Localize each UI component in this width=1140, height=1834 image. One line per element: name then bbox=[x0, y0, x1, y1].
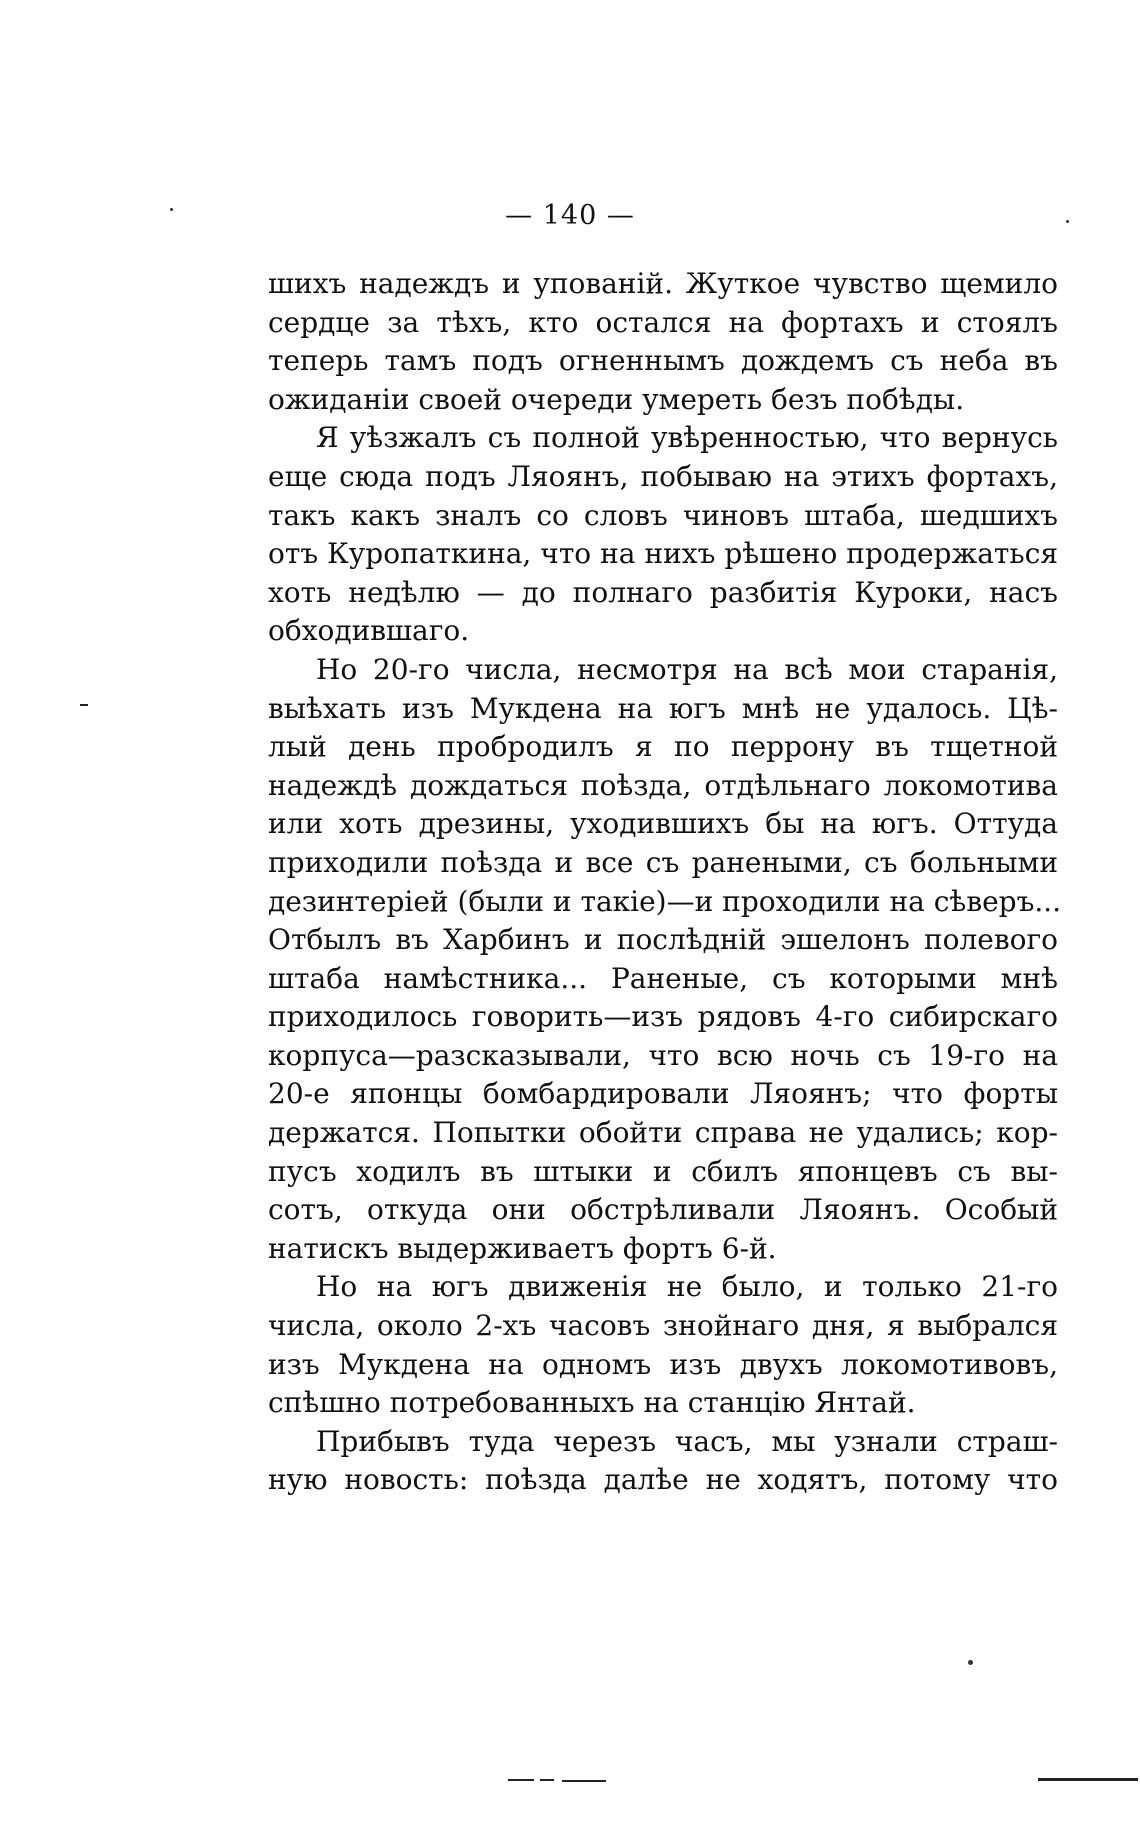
text-line: штаба намѣстника... Раненые, съ которыми мнѣ bbox=[268, 961, 1058, 995]
paragraph-first-line: Прибывъ туда черезъ часъ, мы узнали страш- bbox=[316, 1424, 1058, 1458]
text-line: хоть недѣлю — до полнаго разбитія Куроки, насъ bbox=[268, 575, 1058, 609]
text-line: теперь тамъ подъ огненнымъ дождемъ съ неба въ bbox=[268, 344, 1058, 378]
text-line: корпуса—разсказывали, что всю ночь съ 19-го на bbox=[268, 1038, 1058, 1072]
scan-speck bbox=[170, 208, 173, 211]
scan-mark bbox=[80, 704, 88, 706]
text-line: натискъ выдерживаетъ фортъ 6-й. bbox=[268, 1231, 777, 1265]
text-line: Отбылъ въ Харбинъ и послѣдній эшелонъ полевого bbox=[268, 923, 1058, 957]
paragraph-first-line: Но 20-го числа, несмотря на всѣ мои старанія, bbox=[316, 652, 1058, 686]
text-line: еще сюда подъ Ляоянъ, побываю на этихъ фортахъ, bbox=[268, 459, 1058, 493]
text-line: изъ Мукдена на одномъ изъ двухъ локомотивовъ, bbox=[268, 1347, 1058, 1381]
text-line: дезинтеріей (были и такіе)—и проходили на сѣверъ... bbox=[268, 884, 1062, 918]
scan-speck bbox=[1066, 220, 1069, 223]
page-number: — 140 — bbox=[505, 200, 635, 231]
text-line: 20-е японцы бомбардировали Ляоянъ; что форты bbox=[268, 1077, 1058, 1111]
text-line: отъ Куропаткина, что на нихъ рѣшено продержаться bbox=[268, 537, 1058, 571]
text-line: или хоть дрезины, уходившихъ бы на югъ. Оттуда bbox=[268, 807, 1058, 841]
text-line: держатся. Попытки обойти справа не удались; кор- bbox=[268, 1116, 1058, 1150]
scan-speck bbox=[968, 1660, 973, 1665]
text-line: надеждѣ дождаться поѣзда, отдѣльнаго локомотива bbox=[268, 768, 1058, 802]
text-line: шихъ надеждъ и упованій. Жуткое чувство щемило bbox=[268, 267, 1058, 300]
text-line: спѣшно потребованныхъ на станцію Янтай. bbox=[268, 1386, 916, 1420]
text-line: обходившаго. bbox=[268, 614, 470, 648]
text-line: ожиданіи своей очереди умереть безъ побѣды. bbox=[268, 382, 965, 416]
scan-mark bbox=[562, 1780, 606, 1782]
paragraph-first-line: Но на югъ движенія не было, и только 21-го bbox=[316, 1270, 1058, 1304]
paragraph-first-line: Я уѣзжалъ съ полной увѣренностью, что вернусь bbox=[316, 421, 1058, 455]
text-line: выѣхать изъ Мукдена на югъ мнѣ не удалось. Цѣ- bbox=[268, 691, 1058, 725]
text-line: такъ какъ зналъ со словъ чиновъ штаба, шедшихъ bbox=[268, 498, 1058, 532]
scan-mark bbox=[1038, 1778, 1138, 1781]
scan-mark bbox=[540, 1779, 554, 1781]
text-line: приходилось говорить—изъ рядовъ 4-го сибирскаго bbox=[268, 1000, 1058, 1034]
scan-mark bbox=[508, 1779, 534, 1781]
text-line: пусъ ходилъ въ штыки и сбилъ японцевъ съ вы- bbox=[268, 1154, 1058, 1188]
text-line: сотъ, откуда они обстрѣливали Ляоянъ. Особый bbox=[268, 1193, 1058, 1227]
text-line: лый день пробродилъ я по перрону въ тщетной bbox=[268, 730, 1058, 764]
text-line: сердце за тѣхъ, кто остался на фортахъ и стоялъ bbox=[268, 305, 1058, 339]
text-line: приходили поѣзда и все съ ранеными, съ больными bbox=[268, 845, 1058, 879]
body-text bbox=[268, 265, 1062, 1500]
text-line: ную новость: поѣзда далѣе не ходятъ, потому что bbox=[268, 1463, 1058, 1497]
text-line: числа, около 2-хъ часовъ знойнаго дня, я выбрался bbox=[268, 1309, 1058, 1343]
